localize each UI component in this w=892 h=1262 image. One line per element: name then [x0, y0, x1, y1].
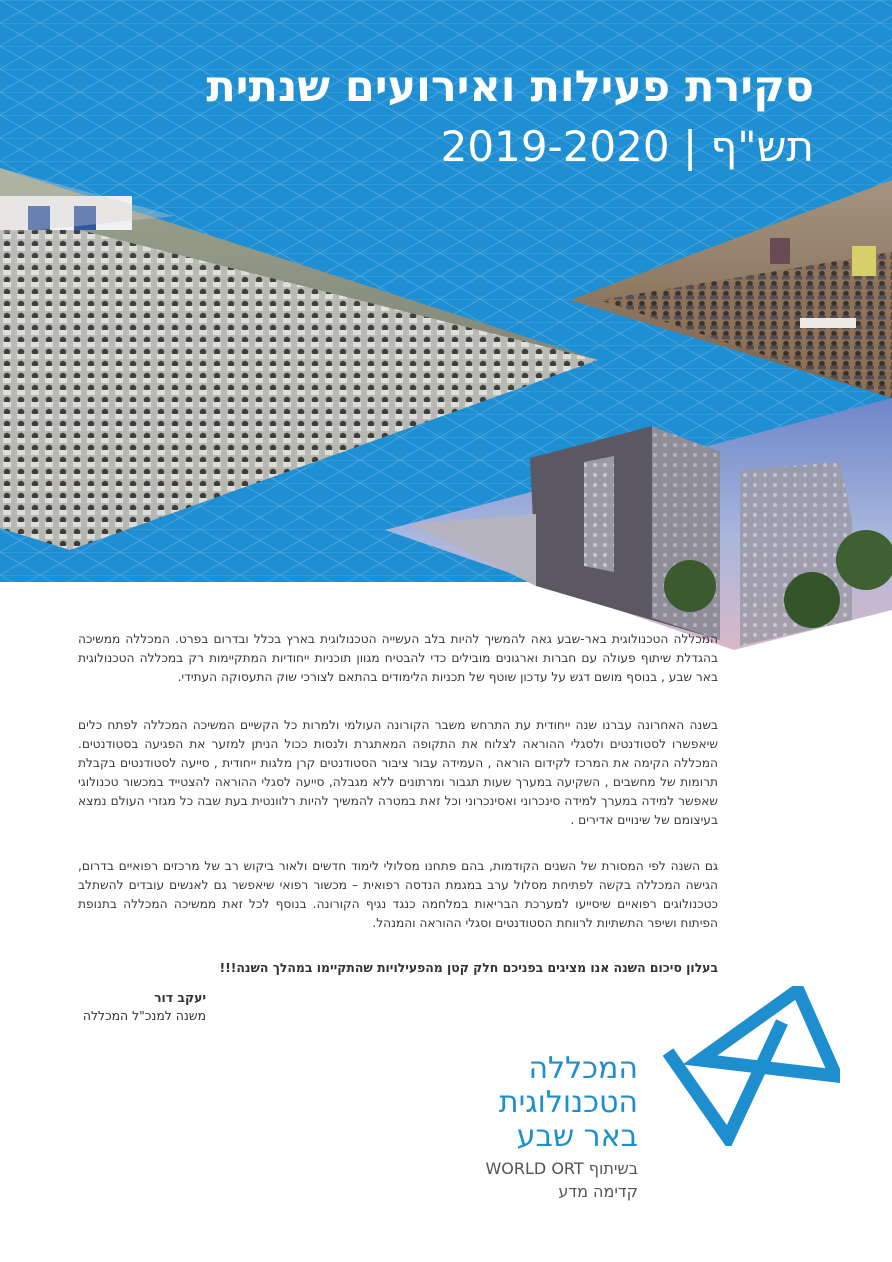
partner-line-1: בשיתוף WORLD ORT: [485, 1159, 638, 1178]
partner-line-2: קדימה מדע: [558, 1182, 638, 1201]
body-paragraph-1: המכללה הטכנולוגית באר-שבע גאה להמשיך להיות בלב העשייה הטכנולוגית בארץ בכלל ובדרום בפרט. המכללה ממשיכה בהגדלת שיתוף פעולה עם חברות וארגונים מובילים כדי להבטיח מגוון תוכניות ייחודיות המתקיימות רק במכללה הטכנולוגית באר שבע , בנוסף מושם דגש על עדכון שוטף של תכניות הלימודים בהתאם לצורכי שוק התעסוקה העתידי.: [78, 632, 718, 684]
logo-text-line-3: באר שבע: [516, 1119, 638, 1154]
page-title: סקירת פעילות ואירועים שנתית: [206, 62, 814, 112]
body-paragraph-2: בשנה האחרונה עברנו שנה ייחודית עת התרחש משבר הקורונה העולמי ולמרות כל הקשיים המשיכה המכללה לפתח כלים שיאפשרו לסטודנטים ולסגלי ההוראה לצלוח את התקופה המאתגרת ולנסות ככול הניתן למזער את הפגיעה בסטודנטים. המכללה הקימה את המרכז לקידום הוראה , העמידה עבור ציבור הסטודנטים קרן מלגות ייחודית , סייעה לסטודנטים בקבלת תרומות של מחשבים , השקיעה במערך שעות תגבור ומרתונים ללא מגבלה, סייעה לסגלי ההוראה להצטייד במכשור טכנולוגי שאפשר למידה במערך למידה סינכרוני ואסינכרוני וכל זאת במטרה להמשיך להיות רלוונטית בעת שבה כל מגזרי העולם נמצא בעיצומם של שינויים אדירים .: [78, 718, 718, 827]
body-paragraph-3: גם השנה לפי המסורת של השנים הקודמות, בהם פתחנו מסלולי לימוד חדשים ולאור ביקוש רב של מרכזים רפואיים בדרום, הגישה המכללה בקשה לפתיחת מסלול ערב במגמת הנדסה רפואית – מכשור רפואי שיאפשר גם לאנשים עובדים להשתלב כטכנולוגים רפואיים שיסייעו למערכת הבריאות במלחמה כנגד נגיף הקורונה. בנוסף לכל זאת ממשיכה המכללה בתנופת הפיתוח ושיפר התשתיות לרווחת הסטודנטים וסגלי ההוראה והמנהל.: [78, 859, 718, 930]
logo-text-line-1: המכללה: [528, 1051, 638, 1086]
ort-triangle-logo-icon: [660, 986, 840, 1146]
logo-text-line-2: הטכנולוגית: [498, 1085, 638, 1120]
signer-role: משנה למנכ"ל המכללה: [82, 1008, 206, 1023]
closing-line: בעלון סיכום השנה אנו מציגים בפניכם חלק קטן מהפעילויות שהתקיימו במהלך השנה!!!: [219, 960, 718, 975]
signer-name: יעקב דור: [154, 990, 206, 1005]
page-subtitle: תש"ף | 2019-2020: [440, 122, 814, 171]
